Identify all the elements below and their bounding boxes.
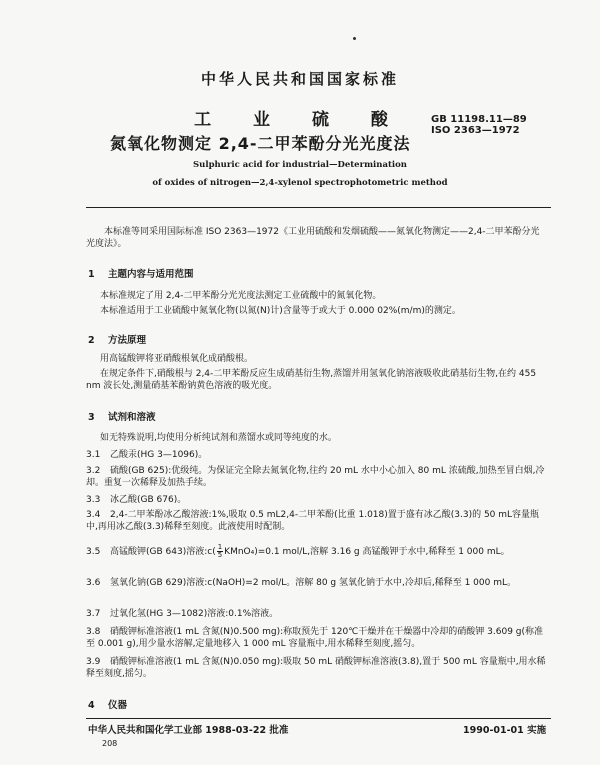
standard-codes: [431, 114, 527, 136]
reagent-item: 3.4 2,4-二甲苯酚冰乙酸溶液:1%,吸取 0.5 mL2,4-二甲苯酚(比重 1.018)置于盛有冰乙酸(3.3)的 50 mL容量瓶中,再用冰乙酸(3.3)稀释至刻度。此液使用时配制。: [86, 510, 540, 532]
english-title-line2: of oxides of nitrogen—2,4-xylenol spectrophotometric method: [152, 178, 448, 188]
iso-code: ISO 2363—1972: [431, 125, 520, 136]
intro-paragraph: 本标准等同采用国际标准 ISO 2363—1972《工业用硫酸和发烟硫酸——氮氧化物测定——2,4-二甲苯酚分光光度法》。: [86, 227, 540, 249]
speck-mark: [353, 37, 356, 40]
section-2-heading: [88, 332, 146, 346]
doc-subtitle: 氮氧化物测定 2,4-二甲苯酚分光光度法: [110, 134, 411, 153]
reagent-item: 3.7 过氧化氢(HG 3—1082)溶液:0.1%溶液。: [86, 609, 279, 619]
doc-title: 工 业 硫 酸: [194, 110, 406, 130]
section-title: 主题内容与适用范围: [108, 269, 194, 280]
section-2-para-2: 在规定条件下,硝酸根与 2,4-二甲苯酚反应生成硝基衍生物,蒸馏并用氢氧化钠溶液吸收此硝基衍生物,在约 455 nm 波长处,测量硝基苯酚钠黄色溶液的吸光度。: [86, 369, 537, 391]
reagent-item: 3.8 硝酸钾标准溶液(1 mL 含氮(N)0.500 mg):称取预先于 120℃干燥并在干燥器中冷却的硝酸钾 3.609 g(称准至 0.001 g),用少量水溶解,定量地移入 1 000 mL 容量瓶中,用水稀释至刻度,摇匀。: [86, 627, 544, 649]
reagent-item: 3.1 乙酸汞(HG 3—1096)。: [86, 450, 208, 460]
section-1-heading: [88, 266, 194, 280]
reagent-item: 3.5 高锰酸钾(GB 643)溶液:c( $\frac{1}{5}$ KMnO₄)=0.1 mol/L,溶解 3.16 g 高锰酸钾于水中,稀释至 1 000 mL。: [86, 543, 510, 559]
section-3-heading: [88, 409, 156, 423]
approval-line: 中华人民共和国化学工业部 1988-03-22 批准: [88, 725, 289, 736]
fraction: $\frac{1}{5}$: [217, 543, 223, 559]
section-4-heading: [88, 697, 127, 711]
gb-code: GB 11198.11—89: [431, 114, 527, 125]
section-2-para-1: 用高锰酸钾将亚硝酸根氧化成硝酸根。: [100, 354, 254, 364]
section-number: 4: [88, 700, 95, 711]
section-title: 仪器: [108, 700, 128, 711]
implementation-date: 1990-01-01 实施: [463, 725, 547, 736]
section-3-para-1: 如无特殊说明,均使用分析纯试剂和蒸馏水或同等纯度的水。: [100, 433, 337, 443]
standard-header: 中华人民共和国国家标准: [200, 70, 399, 88]
page-number: 208: [102, 739, 118, 748]
section-1-para-1: 本标准规定了用 2,4-二甲苯酚分光光度法测定工业硫酸中的氮氧化物。: [100, 291, 382, 301]
section-number: 2: [88, 335, 95, 346]
section-1-para-2: 本标准适用于工业硫酸中氮氧化物(以氮(N)计)含量等于或大于 0.000 02%(m/m)的测定。: [100, 306, 461, 316]
reagent-item: 3.6 氢氧化钠(GB 629)溶液:c(NaOH)=2 mol/L。溶解 80 g 氢氧化钠于水中,冷却后,稀释至 1 000 mL。: [86, 578, 516, 588]
header-rule: [86, 207, 551, 208]
footer-rule: [86, 718, 551, 719]
reagent-item: 3.9 硝酸钾标准溶液(1 mL 含氮(N)0.050 mg):吸取 50 mL 硝酸钾标准溶液(3.8),置于 500 mL 容量瓶中,用水稀释至刻度,摇匀。: [86, 657, 546, 679]
section-title: 方法原理: [108, 335, 147, 346]
reagent-item: 3.2 硫酸(GB 625):优级纯。为保证完全除去氮氧化物,往约 20 mL 水中小心加入 80 mL 浓硫酸,加热至冒白烟,冷却。重复一次稀释及加热手续。: [86, 466, 545, 488]
section-number: 1: [88, 269, 95, 280]
reagent-item: 3.3 冰乙酸(GB 676)。: [86, 495, 187, 505]
section-number: 3: [88, 412, 95, 423]
english-title-line1: Sulphuric acid for industrial—Determination: [193, 160, 407, 170]
section-title: 试剂和溶液: [108, 412, 156, 423]
